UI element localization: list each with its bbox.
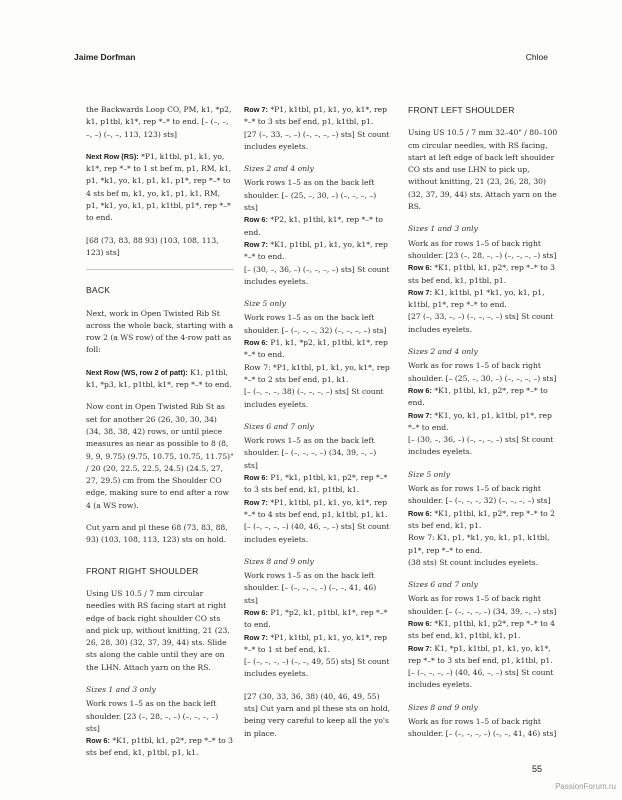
row-text: *K1, p1tbl, k1, p2*, rep *–* to 3 sts bef end, k1, p1tbl, p1. [408,263,555,285]
size-subheading: Sizes 2 and 4 only [244,164,314,174]
paragraph: [– (–, –, –, 38) (–, –, –, –) sts] St count includes eyelets. [244,387,384,409]
section-heading-front-right: FRONT RIGHT SHOULDER [86,565,199,576]
paragraph: Work as for rows 1–5 of back right shoulder. [– (25, –, 30, –) (–, –, –, –) sts] [408,361,557,383]
row-text: *K1, yo, k1, p1, k1tbl, p1*, rep *–* to end. [408,410,552,432]
row-label: Row 7: [244,632,268,642]
row-text: *K1, p1tbl, k1, p2*, rep *–* to 3 sts bef end, k1, p1tbl, p1, k1. [86,736,233,758]
row-text: P1, *p2, k1, p1tbl, k1*, rep *–* to end. [244,607,388,630]
paragraph: Work rows 1–5 as on the back left shoulder. [23 (–, 28, –, –) (–, –, –, –) sts] [86,699,219,733]
paragraph: Work as for rows 1–5 of back right shoulder. [– (–, –, –, 32) (–, –, –, –) sts] [408,484,551,506]
watermark: PassionForum.ru [555,782,616,791]
divider [86,269,234,270]
column-1 [86,104,234,760]
row-label: Row 6: [408,618,432,628]
row-label: Row 7: [408,643,432,653]
paragraph [86,151,234,225]
row-label: Row 7: [244,497,268,507]
row-text: *K1, p1tbl, k1, p2*, rep *–* to end. [408,385,548,408]
paragraph: Cut yarn and pl these 68 (73, 83, 88, 93) (103, 108, 113, 123) sts on hold. [86,523,228,545]
paragraph: [27 (30, 33, 36, 38) (40, 46, 49, 55) sts] Cut yarn and pl these sts on hold, being very careful to keep all the yo's in place. [244,691,391,738]
row-label: Row 6: [244,607,268,617]
paragraph [244,607,392,632]
author-name: Jaime Dorfman [74,52,136,62]
row-label: Row 6: [408,263,432,273]
paragraph [244,632,392,657]
paragraph [86,367,234,392]
paragraph: [68 (73, 83, 88 93) (103, 108, 113, 123) sts] [86,235,219,257]
paragraph [86,735,234,760]
size-subheading: Size 5 only [244,299,286,309]
paragraph: [– (30, –, 36, –) (–, –, –, –) sts] St count includes eyelets. [408,435,554,457]
paragraph: Row 7: *P1, k1tbl, p1, k1, yo, k1*, rep *–* to 2 sts bef end, p1, k1. [244,362,390,384]
paragraph: [– (–, –, –, –) (40, 46, –, –) sts] St count includes eyelets. [244,522,390,544]
paragraph: [– (–, –, –, –) (40, 46, –, –) sts] St count includes eyelets. [408,668,554,690]
page-header [74,52,548,66]
paragraph: Using US 10.5 / 7 mm circular needles with RS facing start at right edge of back right shoulder CO sts and pick up, without knitting, 21 (23, 26, 28, 30) (32, 37, 39, 44) sts. Slide sts along the cable until they are on the LHN. Attach yarn on the RS. [86,588,230,672]
row-text: *K1, p1tbl, k1, p2*, rep *–* to 4 sts bef end, k1, p1tbl, k1, p1. [408,618,555,641]
paragraph [244,472,392,497]
paragraph [408,287,558,312]
paragraph: [– (30, –, 36, –) (–, –, –, –) sts] St count includes eyelets. [244,264,390,286]
row-text: *P1, k1tbl, p1, k1, yo, k1*, rep *–* to 3 sts bef end, p1, k1tbl, p1. [244,105,388,127]
paragraph: (38 sts) St count includes eyelets. [408,557,539,567]
paragraph [408,508,558,533]
row-label: Row 7: [408,410,432,420]
row-label: Row 6: [244,473,268,483]
paragraph: [27 (–, 33, –, –) (–, –, –, –) sts] St count includes eyelets. [244,129,390,151]
paragraph: the Backwards Loop CO, PM, k1, *p2, k1, p1tbl, k1*, rep *–* to end. [– (–, –, –, –) (–, –, 113, 123) sts] [86,105,232,139]
row-label: Next Row (WS, row 2 of patt): [86,367,188,377]
row-text: P1, k1, *p2, k1, p1tbl, k1*, rep *–* to end. [244,338,388,360]
section-heading-front-left: FRONT LEFT SHOULDER [408,105,515,115]
row-label: Row 7: [408,287,432,297]
row-label: Row 6: [408,385,432,395]
paragraph: Work as for rows 1–5 of back right shoulder. [23 (–, 28, –, –) (–, –, –, –) sts] [408,238,557,260]
paragraph: Now cont in Open Twisted Rib St as set for another 26 (26, 30, 30, 34) (34, 38, 38, 42) rows, or until piece measures as near as possible to 8 (8, 9, 9, 9.75) (9.75, 10.75, 10.75, 11.75)" / 20 (20, 22.5, 22.5, 24.5) (24.5, 27, 27, 29.5) cm from the Shoulder CO edge, making sure to end after a row 4 (a WS row). [86,402,234,510]
row-text: *P2, k1, p1tbl, k1*, rep *–* to end. [244,215,383,237]
row-label: Row 6: [408,508,432,518]
row-label: Next Row (RS): [86,151,139,161]
paragraph: Work rows 1–5 as on the back left shoulder. [– (–, –, –, –) (–, –, 41, 46) sts] [244,571,377,605]
paragraph [244,497,392,522]
size-subheading: Sizes 1 and 3 only [86,684,156,694]
paragraph [408,385,558,410]
paragraph [244,239,392,264]
paragraph [408,410,558,435]
row-text: K1, p1tbl, k1, *p3, k1, p1tbl, k1*, rep *–* to end. [86,367,232,390]
paragraph [244,214,392,239]
section-heading-back: BACK [86,285,111,296]
size-subheading: Sizes 2 and 4 only [408,347,478,357]
paragraph: Using US 10.5 / 7 mm 32–40" / 80–100 cm circular needles, with RS facing, start at left edge of back left shoulder CO sts and use LHN to pick up, without knitting, 21 (23, 26, 28, 30) (32, 37, 39, 44) sts. Attach yarn on the RS. [408,128,558,212]
paragraph: [– (–, –, –, –) (–, –, 49, 55) sts] St count includes eyelets. [244,657,390,679]
size-subheading: Sizes 1 and 3 only [408,224,478,234]
size-subheading: Sizes 6 and 7 only [408,580,478,590]
row-text: K1, *p1, k1tbl, p1, k1, yo, k1*, rep *–* to 3 sts bef end, p1, k1tbl, p1. [408,643,553,665]
paragraph: Row 7: K1, p1, *k1, yo, k1, p1, k1tbl, p1*, rep *–* to end. [408,533,550,555]
row-text: *P1, k1tbl, p1, k1, yo, k1*, rep *–* to 1 st bef end, k1. [244,632,388,654]
paragraph: Work rows 1–5 as on the back left shoulder. [– (25, –, 30, –) (–, –, –, –) sts] [244,178,377,213]
paragraph: Next, work in Open Twisted Rib St across the whole back, starting with a row 2 (a WS row) of the 4-row patt as foll: [86,308,233,355]
paragraph: Work rows 1–5 as on the back left shoulder. [– (–, –, –, 32) (–, –, –, –) sts] [244,313,387,335]
row-text: *K1, p1tbl, k1, p2*, rep *–* to 2 sts bef end, k1, p1. [408,508,555,530]
row-text: P1, *k1, p1tbl, k1, p2*, rep *–* to 3 sts bef end, k1, p1tbl, k1. [244,473,388,495]
row-label: Row 7: [244,239,268,249]
row-label: Row 6: [86,736,110,746]
column-3 [408,104,558,741]
paragraph [244,104,392,129]
row-label: Row 6: [244,215,268,225]
row-label: Row 6: [244,338,268,348]
row-text: K1, k1tbl, p1 *k1, yo, k1, p1, k1tbl, p1*, rep *–* to end. [408,287,545,310]
paragraph [408,618,558,643]
row-text: *P1, k1tbl, p1, k1, yo, k1*, rep *–* to 4 sts bef end, p1, k1tbl, p1, k1. [244,497,388,519]
row-text: *K1, p1tbl, p1, k1, yo, k1*, rep *–* to end. [244,239,388,262]
paragraph [408,643,558,668]
column-2 [244,104,392,750]
row-text: *P1, k1tbl, p1, k1, yo, k1*, rep *–* to 1 st bef m, p1, RM, k1, p1, *k1, yo, k1, p1, k1, p1*, rep *–* to 4 sts bef m, k1, yo, k1, p1, k1, RM, p1, *k1, yo, k1, p1, k1tbl, p1*, rep *–* to end. [86,151,232,223]
paragraph [244,337,392,362]
paragraph: [27 (–, 33, –, –) (–, –, –, –) sts] St count includes eyelets. [408,312,554,334]
paragraph [408,262,558,287]
paragraph: Work as for rows 1–5 of back right shoulder. [– (–, –, –, –) (34, 39, –, –) sts] [408,594,557,616]
paragraph: Work as for rows 1–5 of back right shoulder. [– (–, –, –, –) (–, –, 41, 46) sts] [408,717,557,739]
page-number: 55 [531,764,542,774]
size-subheading: Size 5 only [408,469,450,479]
size-subheading: Sizes 6 and 7 only [244,421,314,431]
paragraph: Work rows 1–5 as on the back left shoulder. [– (–, –, –, –) (34, 39, –, –) sts] [244,436,377,470]
size-subheading: Sizes 8 and 9 only [408,702,478,712]
pattern-name: Chloe [525,52,548,62]
row-label: Row 7: [244,105,268,114]
size-subheading: Sizes 8 and 9 only [244,556,314,566]
